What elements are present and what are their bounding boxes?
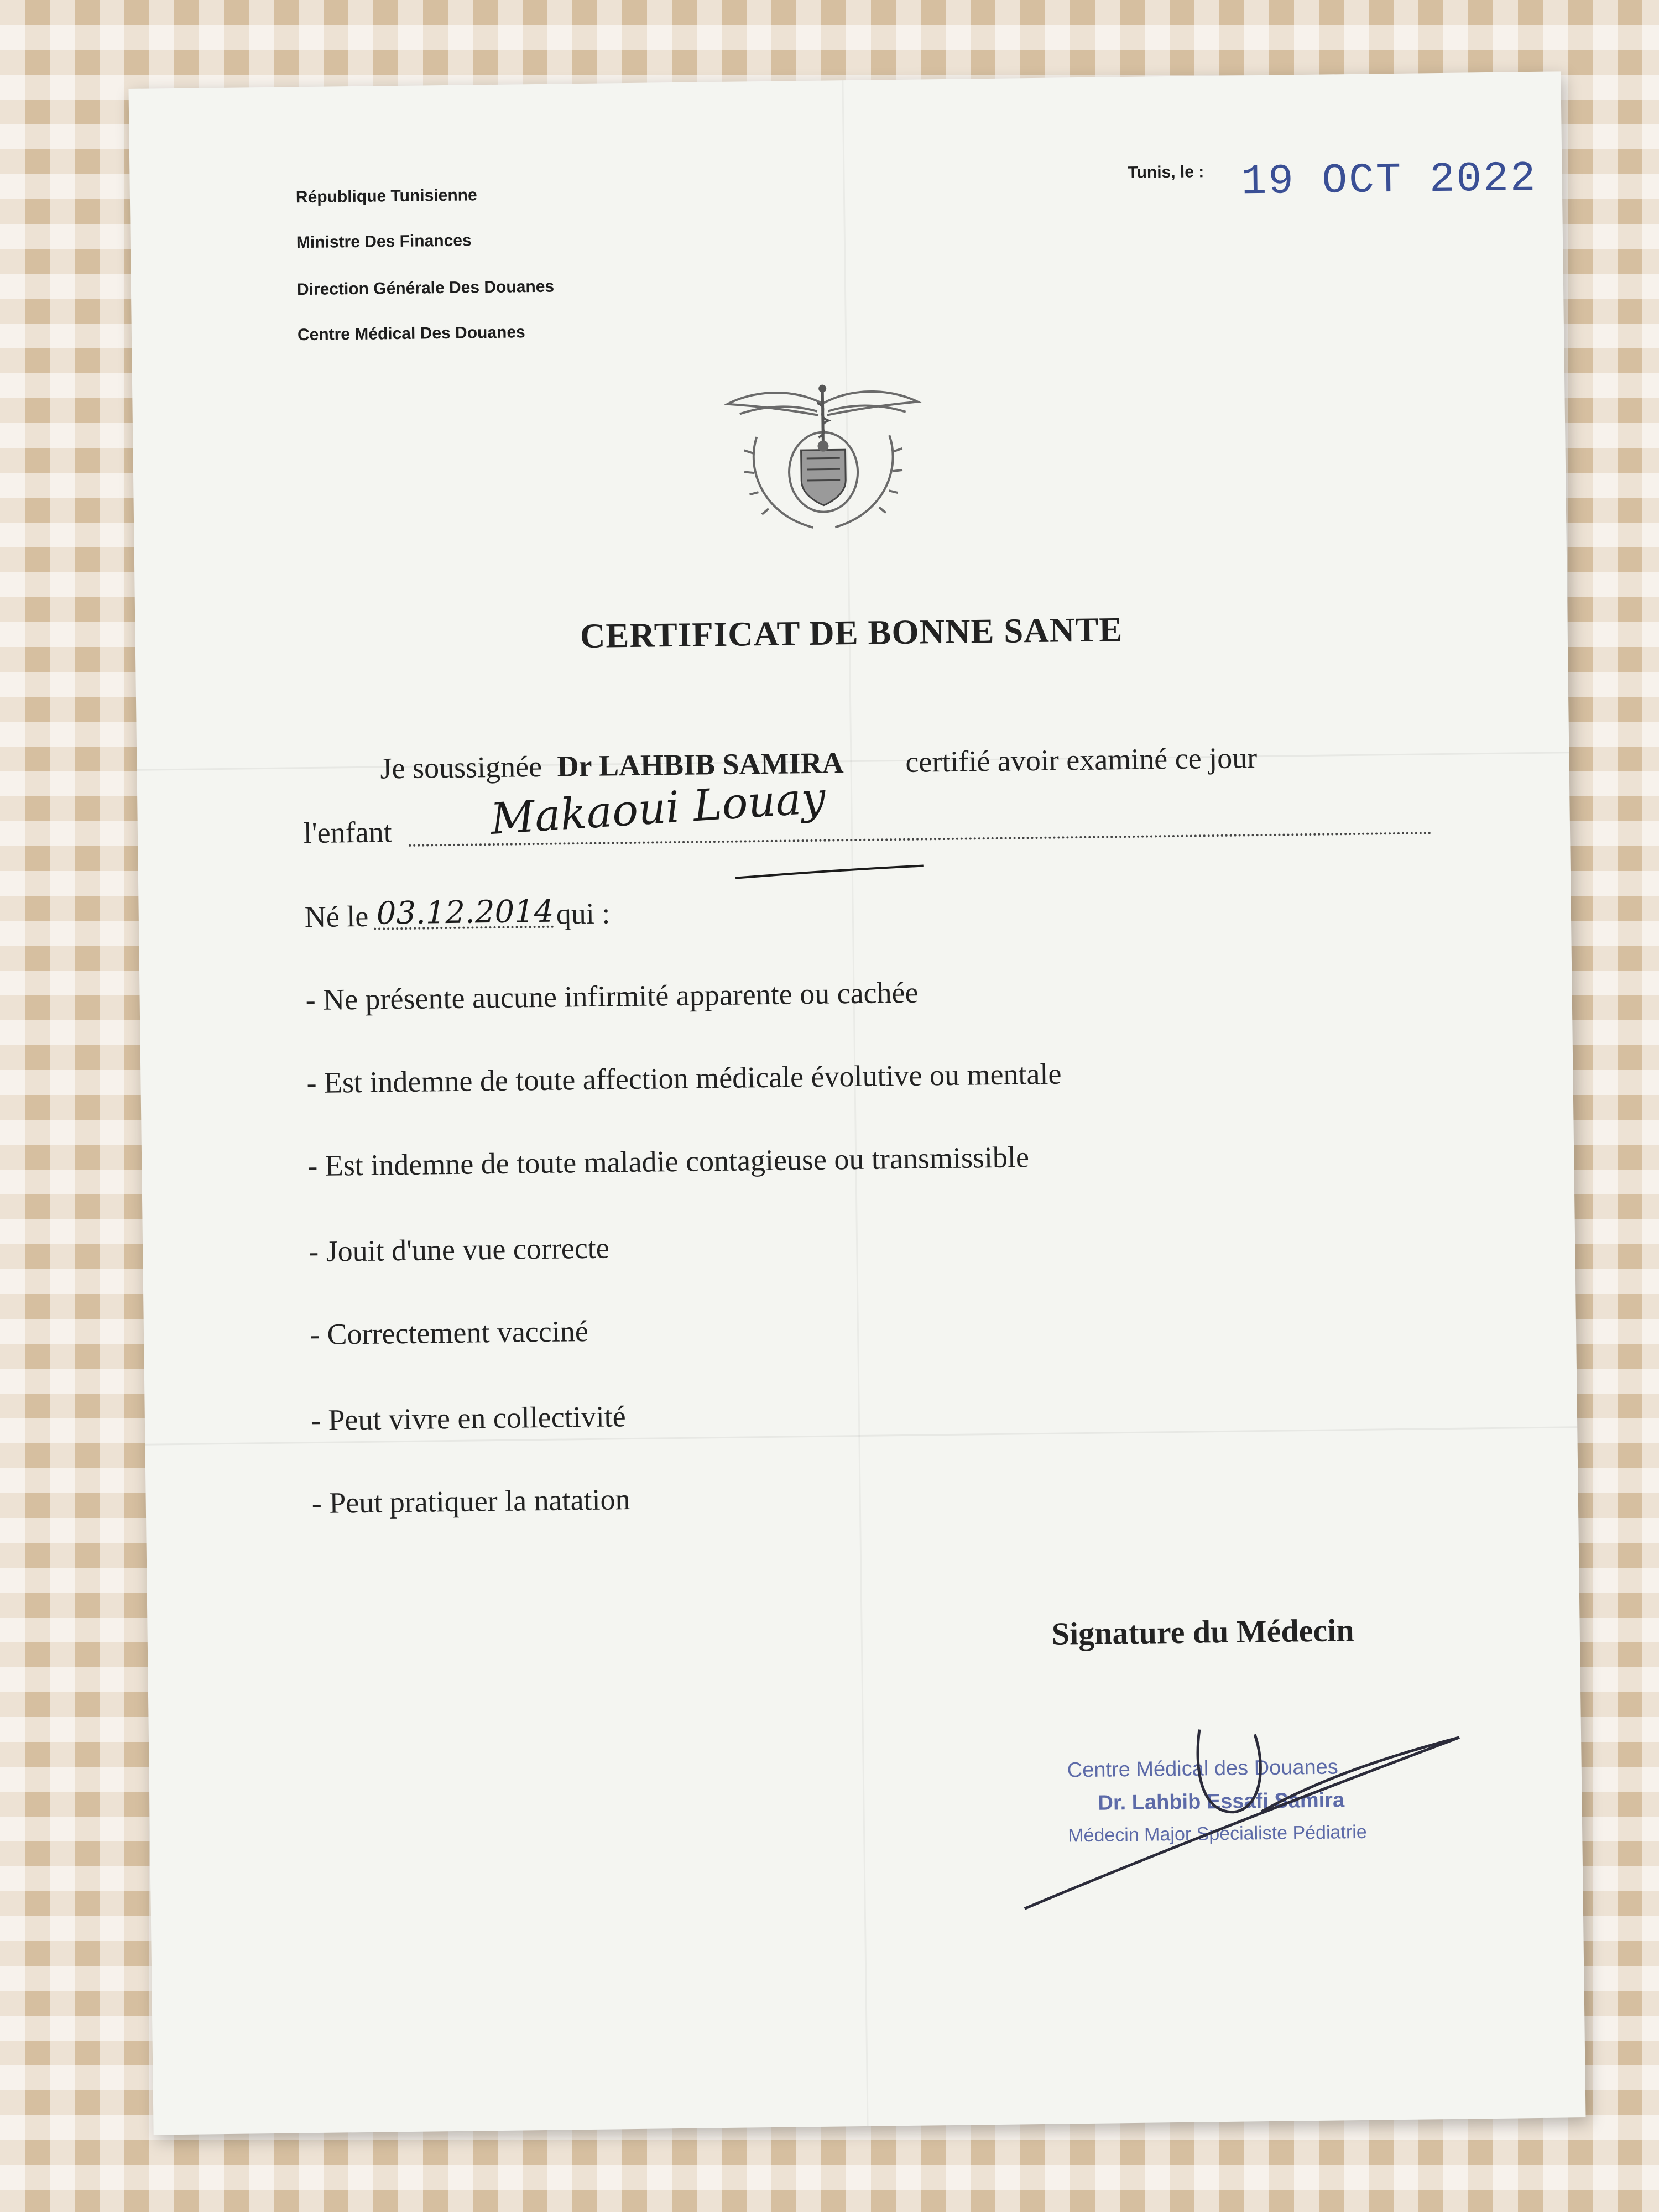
- handwritten-underline: [735, 866, 924, 878]
- statement-item: - Est indemne de toute maladie contagieuse ou transmissible: [307, 1140, 1030, 1183]
- certificate-paper: [128, 71, 1585, 2135]
- statement-item: - Ne présente aucune infirmité apparente ou cachée: [305, 975, 919, 1017]
- date-stamp: 19 OCT 2022: [1241, 154, 1537, 206]
- signature-label: Signature du Médecin: [1051, 1612, 1354, 1652]
- doctor-name: Dr LAHBIB SAMIRA: [557, 746, 844, 783]
- declaration-suffix: certifié avoir examiné ce jour: [905, 741, 1258, 779]
- header-line-direction: Direction Générale Des Douanes: [296, 277, 555, 299]
- certificate-title: CERTIFICAT DE BONNE SANTE: [580, 610, 1123, 656]
- fold-crease: [137, 752, 1569, 771]
- statement-item: - Correctement vacciné: [309, 1314, 589, 1352]
- born-suffix: qui :: [556, 896, 611, 931]
- child-name-field: [409, 832, 1432, 847]
- date-label: Tunis, le :: [1128, 163, 1204, 182]
- statement-item: - Peut pratiquer la natation: [311, 1483, 630, 1520]
- declaration-prefix: Je soussignée: [380, 749, 542, 785]
- statement-item: - Jouit d'une vue correcte: [308, 1231, 610, 1269]
- header-line-ministry: Ministre Des Finances: [296, 231, 472, 252]
- handwritten-child-name: Makaoui Louay: [489, 773, 827, 844]
- statement-item: - Peut vivre en collectivité: [310, 1400, 627, 1437]
- stamp-center-line: Centre Médical des Douanes: [1067, 1755, 1339, 1782]
- birth-date-field: [374, 926, 554, 930]
- handwritten-birth-date: 03.12.2014: [376, 893, 554, 932]
- stamp-doctor-line: Dr. Lahbib Essafi Samira: [1098, 1788, 1345, 1815]
- header-line-republic: République Tunisienne: [295, 186, 477, 207]
- header-line-center: Centre Médical Des Douanes: [297, 323, 525, 345]
- doctor-signature-scribble: [1022, 1726, 1462, 1909]
- born-label: Né le: [304, 899, 369, 934]
- medical-emblem-icon: [723, 379, 924, 542]
- child-label: l'enfant: [303, 815, 392, 850]
- stamp-title-line: Médecin Major Specialiste Pédiatrie: [1067, 1821, 1367, 1846]
- statement-item: - Est indemne de toute affection médicale évolutive ou mentale: [306, 1057, 1062, 1100]
